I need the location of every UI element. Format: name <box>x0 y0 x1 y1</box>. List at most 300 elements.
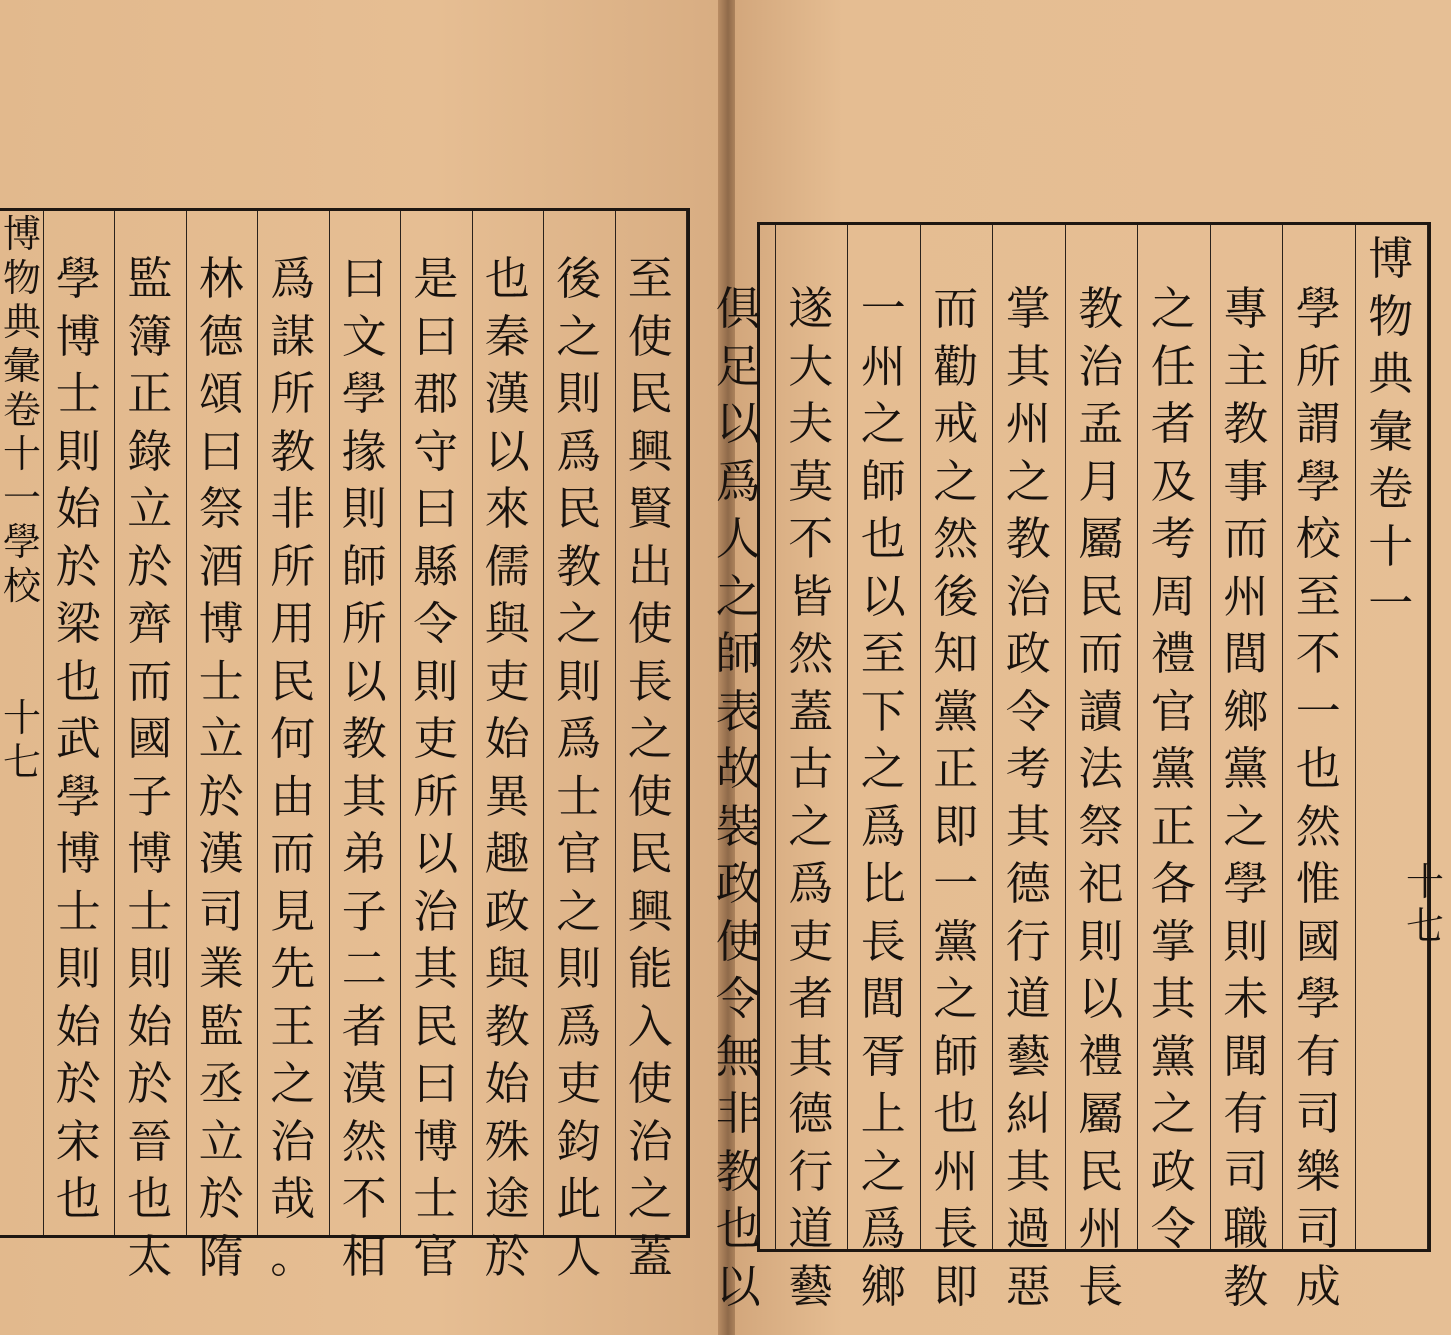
glyph: 爲 <box>788 857 834 910</box>
glyph: 閭 <box>860 972 906 1025</box>
glyph: 教 <box>270 424 316 478</box>
glyph: 祭 <box>198 482 244 535</box>
glyph: 師 <box>860 454 906 508</box>
glyph: 酒 <box>198 539 244 593</box>
glyph: 表 <box>715 684 761 738</box>
glyph: 屬 <box>1078 1087 1124 1140</box>
glyph: 見 <box>270 884 316 938</box>
glyph: 令 <box>715 972 761 1025</box>
glyph: 漢 <box>484 367 530 420</box>
glyph: 爲 <box>715 454 761 508</box>
glyph: 之 <box>1150 282 1196 335</box>
glyph: 教 <box>341 712 387 765</box>
glyph: 則 <box>127 942 173 995</box>
glyph: 其 <box>1005 1144 1051 1198</box>
glyph: 所 <box>413 769 459 823</box>
column-rule <box>686 211 687 1235</box>
glyph: 與 <box>484 942 530 995</box>
glyph: 成 <box>1295 1259 1341 1313</box>
glyph: 使 <box>627 597 673 650</box>
margin-glyph: 博 <box>2 212 41 256</box>
left-text-column <box>118 250 182 1285</box>
glyph: 者 <box>341 999 387 1053</box>
glyph: 則 <box>413 654 459 708</box>
glyph: 。 <box>270 1229 316 1283</box>
glyph: 皆 <box>788 569 834 623</box>
glyph: 鄉 <box>860 1259 906 1313</box>
glyph: 黨 <box>1150 1029 1196 1083</box>
glyph: 掾 <box>341 424 387 478</box>
glyph: 考 <box>1005 742 1051 795</box>
glyph: 文 <box>341 309 387 363</box>
glyph: 者 <box>788 972 834 1025</box>
glyph: 則 <box>55 942 101 995</box>
glyph: 則 <box>341 482 387 535</box>
glyph: 周 <box>1150 569 1196 623</box>
glyph: 遂 <box>788 282 834 335</box>
glyph: 而 <box>1223 512 1269 565</box>
glyph: 後 <box>933 569 979 623</box>
glyph: 不 <box>788 512 834 565</box>
glyph: 長 <box>627 654 673 708</box>
glyph: 曰 <box>341 252 387 305</box>
left-text-column <box>333 250 397 1285</box>
glyph: 而 <box>127 654 173 708</box>
glyph: 異 <box>484 769 530 823</box>
column-rule <box>1210 225 1211 1249</box>
glyph: 司 <box>1223 1144 1269 1198</box>
glyph: 樂 <box>1295 1144 1341 1198</box>
glyph: 一 <box>1295 684 1341 738</box>
right-text-column <box>1141 280 1206 1258</box>
glyph: 之 <box>715 569 761 623</box>
glyph: 十 <box>1368 519 1414 573</box>
glyph: 過 <box>1005 1202 1051 1255</box>
left-text-column <box>404 250 468 1285</box>
glyph: 之 <box>788 799 834 853</box>
glyph: 於 <box>484 1229 530 1283</box>
glyph: 大 <box>788 339 834 393</box>
glyph: 師 <box>933 1029 979 1083</box>
column-rule <box>400 211 401 1235</box>
folio-number <box>1403 860 1447 948</box>
glyph: 士 <box>127 884 173 938</box>
glyph: 使 <box>715 914 761 968</box>
right-text-column <box>1069 280 1134 1315</box>
column-rule <box>114 211 115 1235</box>
glyph: 知 <box>933 627 979 680</box>
glyph: 民 <box>270 654 316 708</box>
glyph: 以 <box>413 827 459 880</box>
glyph: 考 <box>1150 512 1196 565</box>
glyph: 爲 <box>556 999 602 1053</box>
glyph: 爲 <box>556 424 602 478</box>
glyph: 祀 <box>1078 857 1124 910</box>
glyph: 一 <box>933 857 979 910</box>
right-page <box>715 0 1451 1335</box>
glyph: 趣 <box>484 827 530 880</box>
glyph: 師 <box>341 539 387 593</box>
glyph: 物 <box>1368 289 1414 343</box>
column-rule <box>543 211 544 1235</box>
glyph: 以 <box>1078 972 1124 1025</box>
glyph: 武 <box>55 712 101 765</box>
glyph: 正 <box>127 367 173 420</box>
glyph: 學 <box>1295 972 1341 1025</box>
glyph: 始 <box>484 712 530 765</box>
glyph: 監 <box>127 252 173 305</box>
glyph: 之 <box>556 597 602 650</box>
glyph: 吏 <box>556 1057 602 1110</box>
column-rule <box>847 225 848 1249</box>
glyph: 以 <box>715 1259 761 1313</box>
glyph: 監 <box>198 999 244 1053</box>
glyph: 用 <box>270 597 316 650</box>
glyph: 至 <box>627 252 673 305</box>
glyph: 長 <box>860 914 906 968</box>
glyph: 官 <box>1150 684 1196 738</box>
glyph: 使 <box>627 309 673 363</box>
right-text-column <box>1214 280 1279 1315</box>
glyph: 弟 <box>341 827 387 880</box>
glyph: 立 <box>198 712 244 765</box>
glyph: 鄉 <box>1223 684 1269 738</box>
margin-glyph: 校 <box>2 564 41 608</box>
right-text-column <box>1286 280 1351 1315</box>
glyph: 則 <box>1078 914 1124 968</box>
glyph: 教 <box>484 999 530 1053</box>
glyph: 政 <box>715 857 761 910</box>
glyph: 民 <box>627 367 673 420</box>
glyph: 胥 <box>860 1029 906 1083</box>
glyph: 一 <box>860 282 906 335</box>
glyph: 縣 <box>413 539 459 593</box>
glyph: 即 <box>933 799 979 853</box>
left-text-column <box>619 250 683 1285</box>
glyph: 立 <box>127 482 173 535</box>
glyph: 民 <box>556 482 602 535</box>
right-text-column <box>996 280 1061 1315</box>
glyph: 興 <box>627 424 673 478</box>
glyph: 莫 <box>788 454 834 508</box>
glyph: 之 <box>556 309 602 363</box>
glyph: 禮 <box>1078 1029 1124 1083</box>
glyph: 掌 <box>1005 282 1051 335</box>
left-page <box>0 0 722 1335</box>
margin-glyph: 彙 <box>2 344 41 388</box>
column-rule <box>472 211 473 1235</box>
glyph: 之 <box>860 742 906 795</box>
glyph: 相 <box>341 1229 387 1283</box>
glyph: 則 <box>556 654 602 708</box>
glyph: 至 <box>1295 569 1341 623</box>
glyph: 所 <box>270 539 316 593</box>
glyph: 治 <box>413 884 459 938</box>
glyph: 至 <box>860 627 906 680</box>
glyph: 然 <box>788 627 834 680</box>
glyph: 之 <box>1223 799 1269 853</box>
glyph: 曰 <box>198 424 244 478</box>
glyph: 由 <box>270 769 316 823</box>
column-rule <box>1355 225 1356 1249</box>
glyph: 教 <box>715 1144 761 1198</box>
column-rule <box>1137 225 1138 1249</box>
column-rule <box>920 225 921 1249</box>
glyph: 與 <box>484 597 530 650</box>
glyph: 裝 <box>715 799 761 853</box>
right-margin-column <box>1359 230 1424 633</box>
column-rule <box>992 225 993 1249</box>
glyph: 則 <box>55 424 101 478</box>
glyph: 師 <box>715 627 761 680</box>
glyph: 人 <box>556 1229 602 1283</box>
column-rule <box>615 211 616 1235</box>
glyph: 典 <box>1368 347 1414 400</box>
glyph: 爲 <box>270 252 316 305</box>
glyph: 州 <box>1078 1202 1124 1255</box>
glyph: 民 <box>627 827 673 880</box>
glyph: 博 <box>127 827 173 880</box>
glyph: 法 <box>1078 742 1124 795</box>
glyph: 非 <box>715 1087 761 1140</box>
glyph: 教 <box>556 539 602 593</box>
glyph: 蓋 <box>788 684 834 738</box>
glyph: 政 <box>484 884 530 938</box>
glyph: 途 <box>484 1172 530 1225</box>
glyph: 月 <box>1078 454 1124 508</box>
glyph: 齊 <box>127 597 173 650</box>
glyph: 士 <box>55 367 101 420</box>
glyph: 曰 <box>413 1057 459 1110</box>
glyph: 之 <box>860 397 906 450</box>
glyph: 爲 <box>860 1202 906 1255</box>
glyph: 吏 <box>788 914 834 968</box>
glyph: 業 <box>198 942 244 995</box>
glyph: 勸 <box>933 339 979 393</box>
right-text-column <box>924 280 989 1315</box>
glyph: 下 <box>860 684 906 738</box>
column-rule <box>186 211 187 1235</box>
glyph: 之 <box>1005 454 1051 508</box>
glyph: 則 <box>1223 914 1269 968</box>
glyph: 先 <box>270 942 316 995</box>
glyph: 學 <box>1295 454 1341 508</box>
glyph: 主 <box>1223 339 1269 393</box>
column-rule <box>1282 225 1283 1249</box>
glyph: 賢 <box>627 482 673 535</box>
margin-glyph: 學 <box>2 520 41 564</box>
left-text-column <box>47 250 111 1228</box>
glyph: 教 <box>1223 1259 1269 1313</box>
glyph: 未 <box>1223 972 1269 1025</box>
glyph: 漢 <box>198 827 244 880</box>
glyph: 治 <box>270 1114 316 1168</box>
glyph: 於 <box>55 1057 101 1110</box>
glyph: 之 <box>933 454 979 508</box>
glyph: 官 <box>556 827 602 880</box>
glyph: 爲 <box>556 712 602 765</box>
glyph: 民 <box>1078 1144 1124 1198</box>
glyph: 黨 <box>1150 742 1196 795</box>
glyph: 然 <box>933 512 979 565</box>
glyph: 俱 <box>715 282 761 335</box>
right-text-column <box>706 280 771 1315</box>
glyph: 治 <box>1005 569 1051 623</box>
glyph: 糾 <box>1005 1087 1051 1140</box>
column-rule <box>329 211 330 1235</box>
glyph: 謀 <box>270 309 316 363</box>
margin-glyph: 七 <box>2 740 41 784</box>
glyph: 哉 <box>270 1172 316 1225</box>
glyph: 曰 <box>413 482 459 535</box>
glyph: 民 <box>1078 569 1124 623</box>
glyph: 郡 <box>413 367 459 420</box>
glyph: 政 <box>1150 1144 1196 1198</box>
glyph: 隋 <box>198 1229 244 1283</box>
margin-glyph: 十 <box>2 432 41 476</box>
glyph: 祭 <box>1078 799 1124 853</box>
right-text-column <box>779 280 844 1315</box>
glyph: 令 <box>1005 684 1051 738</box>
glyph: 以 <box>715 397 761 450</box>
glyph: 之 <box>627 712 673 765</box>
glyph: 之 <box>627 1172 673 1225</box>
glyph: 始 <box>55 999 101 1053</box>
glyph: 教 <box>1005 512 1051 565</box>
glyph: 有 <box>1295 1029 1341 1083</box>
glyph: 德 <box>198 309 244 363</box>
glyph: 而 <box>1078 627 1124 680</box>
glyph: 所 <box>341 597 387 650</box>
glyph: 吏 <box>413 712 459 765</box>
glyph: 治 <box>627 1114 673 1168</box>
glyph: 而 <box>270 827 316 880</box>
glyph: 於 <box>198 769 244 823</box>
glyph: 子 <box>127 769 173 823</box>
glyph: 黨 <box>933 914 979 968</box>
glyph: 博 <box>413 1114 459 1168</box>
glyph: 孟 <box>1078 397 1124 450</box>
glyph: 州 <box>1223 569 1269 623</box>
glyph: 古 <box>788 742 834 795</box>
glyph: 子 <box>341 884 387 938</box>
glyph: 非 <box>270 482 316 535</box>
column-rule <box>775 225 776 1249</box>
glyph: 晉 <box>127 1114 173 1168</box>
right-text-column <box>851 280 916 1315</box>
glyph: 各 <box>1150 857 1196 910</box>
glyph: 其 <box>1005 799 1051 853</box>
glyph: 蓋 <box>627 1229 673 1283</box>
glyph: 也 <box>1295 742 1341 795</box>
glyph: 也 <box>860 512 906 565</box>
glyph: 其 <box>413 942 459 995</box>
left-text-column <box>261 250 325 1285</box>
glyph: 也 <box>933 1087 979 1140</box>
glyph: 秦 <box>484 309 530 363</box>
glyph: 黨 <box>933 684 979 738</box>
column-rule <box>1427 225 1428 1249</box>
glyph: 學 <box>1295 282 1341 335</box>
glyph: 此 <box>556 1172 602 1225</box>
glyph: 足 <box>715 339 761 393</box>
glyph: 即 <box>933 1259 979 1313</box>
glyph: 學 <box>55 252 101 305</box>
glyph: 長 <box>933 1202 979 1255</box>
folio-glyph: 七 <box>1405 904 1444 948</box>
glyph: 以 <box>860 569 906 623</box>
glyph: 始 <box>484 1057 530 1110</box>
glyph: 能 <box>627 942 673 995</box>
glyph: 禮 <box>1150 627 1196 680</box>
glyph: 不 <box>1295 627 1341 680</box>
margin-glyph: 物 <box>2 256 41 300</box>
left-text-column <box>190 250 254 1285</box>
glyph: 始 <box>55 482 101 535</box>
glyph: 出 <box>627 539 673 593</box>
glyph: 於 <box>198 1172 244 1225</box>
glyph: 一 <box>1368 577 1414 630</box>
glyph: 州 <box>933 1144 979 1198</box>
glyph: 也 <box>715 1202 761 1255</box>
glyph: 始 <box>127 999 173 1053</box>
glyph: 惡 <box>1005 1259 1051 1313</box>
glyph: 掌 <box>1150 914 1196 968</box>
glyph: 之 <box>1150 1087 1196 1140</box>
glyph: 漠 <box>341 1057 387 1110</box>
glyph: 然 <box>341 1114 387 1168</box>
glyph: 後 <box>556 252 602 305</box>
glyph: 者 <box>1150 397 1196 450</box>
glyph: 之 <box>270 1057 316 1110</box>
glyph: 博 <box>198 597 244 650</box>
glyph: 士 <box>55 884 101 938</box>
glyph: 教 <box>1223 397 1269 450</box>
glyph: 藝 <box>788 1259 834 1313</box>
glyph: 於 <box>127 539 173 593</box>
glyph: 事 <box>1223 454 1269 508</box>
glyph: 梁 <box>55 597 101 650</box>
glyph: 儒 <box>484 539 530 593</box>
glyph: 然 <box>1295 799 1341 853</box>
glyph: 丞 <box>198 1057 244 1110</box>
column-rule <box>1065 225 1066 1249</box>
glyph: 也 <box>55 1172 101 1225</box>
glyph: 夫 <box>788 397 834 450</box>
left-text-column <box>476 250 540 1285</box>
folio-glyph: 十 <box>1405 860 1444 904</box>
glyph: 之 <box>556 884 602 938</box>
glyph: 學 <box>55 769 101 823</box>
glyph: 德 <box>1005 857 1051 910</box>
glyph: 也 <box>127 1172 173 1225</box>
margin-glyph: 一 <box>2 476 41 520</box>
column-rule <box>257 211 258 1235</box>
glyph: 所 <box>1295 339 1341 393</box>
glyph: 立 <box>198 1114 244 1168</box>
glyph: 不 <box>341 1172 387 1225</box>
glyph: 及 <box>1150 454 1196 508</box>
glyph: 鈞 <box>556 1114 602 1168</box>
glyph: 士 <box>556 769 602 823</box>
glyph: 於 <box>55 539 101 593</box>
glyph: 其 <box>1005 339 1051 393</box>
glyph: 林 <box>198 252 244 305</box>
glyph: 宋 <box>55 1114 101 1168</box>
glyph: 司 <box>198 884 244 938</box>
glyph: 所 <box>270 367 316 420</box>
glyph: 州 <box>860 339 906 393</box>
